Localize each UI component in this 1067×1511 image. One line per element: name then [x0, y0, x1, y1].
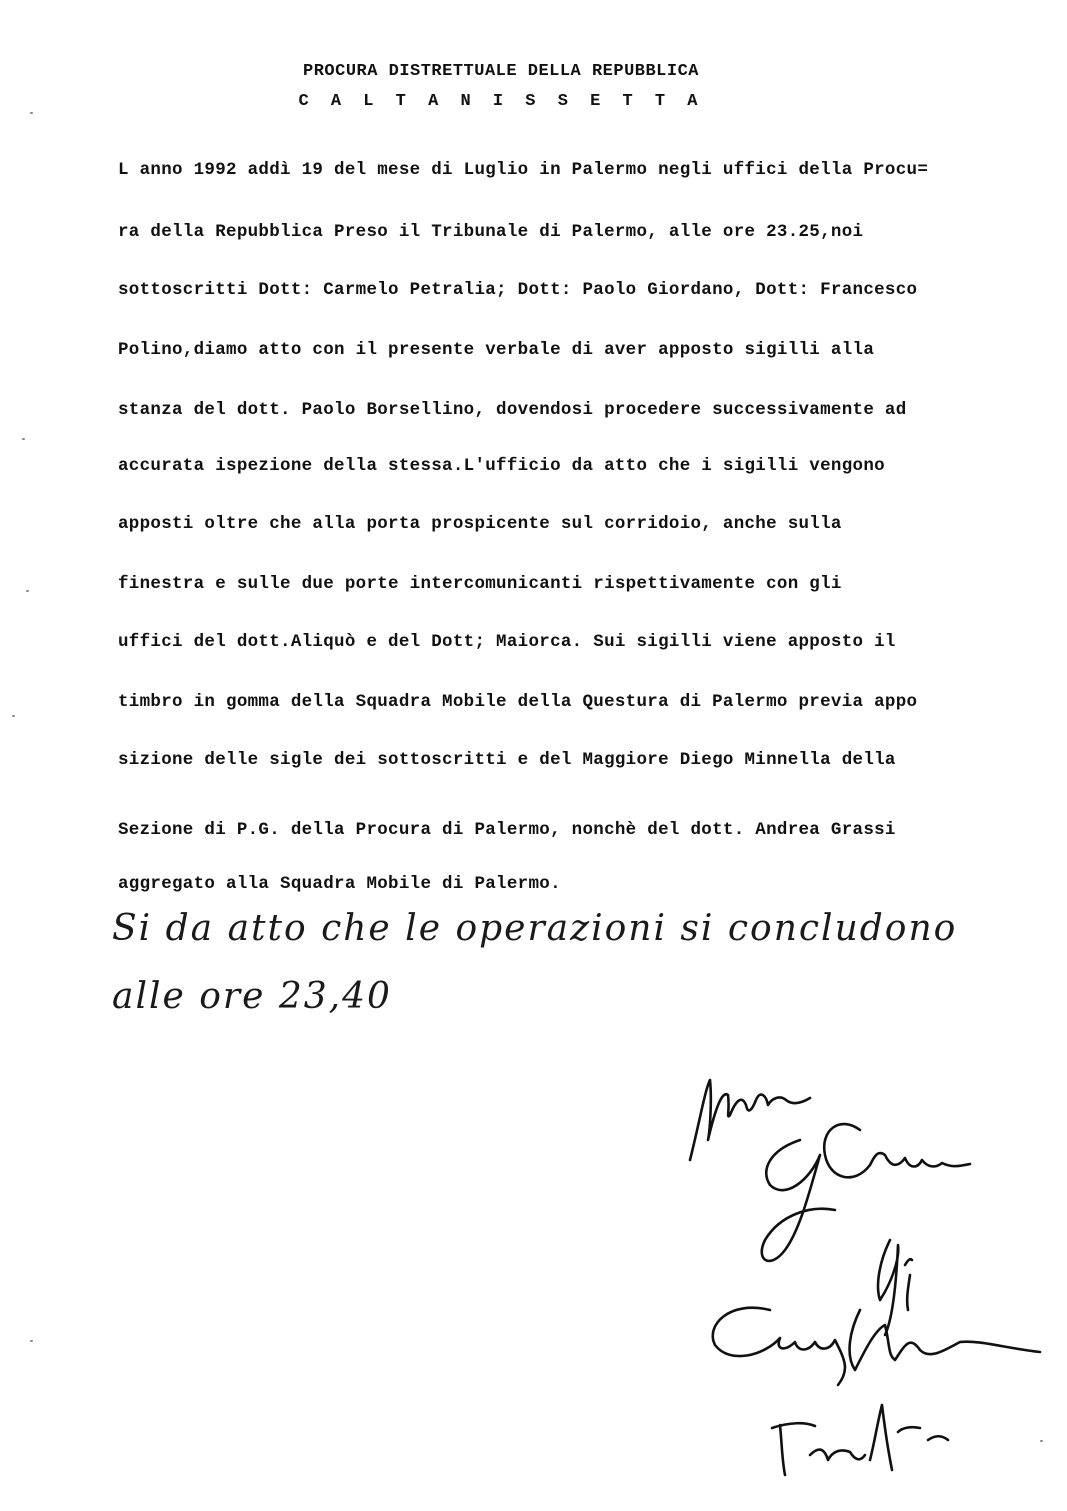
handwritten-note-line: alle ore 23,40: [112, 976, 392, 1017]
signature-1: [690, 1080, 810, 1160]
body-line: Sezione di P.G. della Procura di Palermo, nonchè del dott. Andrea Grassi: [118, 820, 896, 840]
signature-3: [824, 1124, 970, 1177]
body-line: ra della Repubblica Preso il Tribunale di Palermo, alle ore 23.25,noi: [118, 222, 864, 242]
signature-5: [713, 1308, 1040, 1385]
body-line: uffici del dott.Aliquò e del Dott; Maiorca. Sui sigilli viene apposto il: [118, 632, 896, 652]
body-line: timbro in gomma della Squadra Mobile della Questura di Palermo previa appo: [118, 692, 918, 712]
handwritten-note-line: Si da atto che le operazioni si concludono: [112, 908, 958, 949]
signature-4: [878, 1240, 912, 1335]
scan-speck: [30, 112, 33, 114]
signatures: [660, 1060, 1060, 1500]
body-line: sottoscritti Dott: Carmelo Petralia; Dott: Paolo Giordano, Dott: Francesco: [118, 280, 918, 300]
scan-speck: [26, 590, 29, 592]
body-line: aggregato alla Squadra Mobile di Palermo.: [118, 874, 561, 894]
office-title: PROCURA DISTRETTUALE DELLA REPUBBLICA: [303, 62, 699, 81]
signature-2: [762, 1140, 835, 1261]
body-line: Polino,diamo atto con il presente verbale di aver apposto sigilli alla: [118, 340, 875, 360]
signature-6: [772, 1405, 948, 1475]
city-title: C A L T A N I S S E T T A: [298, 92, 704, 111]
scan-speck: [22, 438, 25, 440]
body-line: accurata ispezione della stessa.L'ufficio da atto che i sigilli vengono: [118, 456, 885, 476]
body-line: apposti oltre che alla porta prospicente sul corridoio, anche sulla: [118, 514, 842, 534]
scan-speck: [30, 1340, 33, 1342]
body-line: stanza del dott. Paolo Borsellino, dovendosi procedere successivamente ad: [118, 400, 907, 420]
scan-speck: [12, 715, 15, 717]
body-line: L anno 1992 addì 19 del mese di Luglio in Palermo negli uffici della Procu=: [118, 160, 929, 180]
body-line: sizione delle sigle dei sottoscritti e del Maggiore Diego Minnella della: [118, 750, 896, 770]
body-line: finestra e sulle due porte intercomunicanti rispettivamente con gli: [118, 574, 842, 594]
